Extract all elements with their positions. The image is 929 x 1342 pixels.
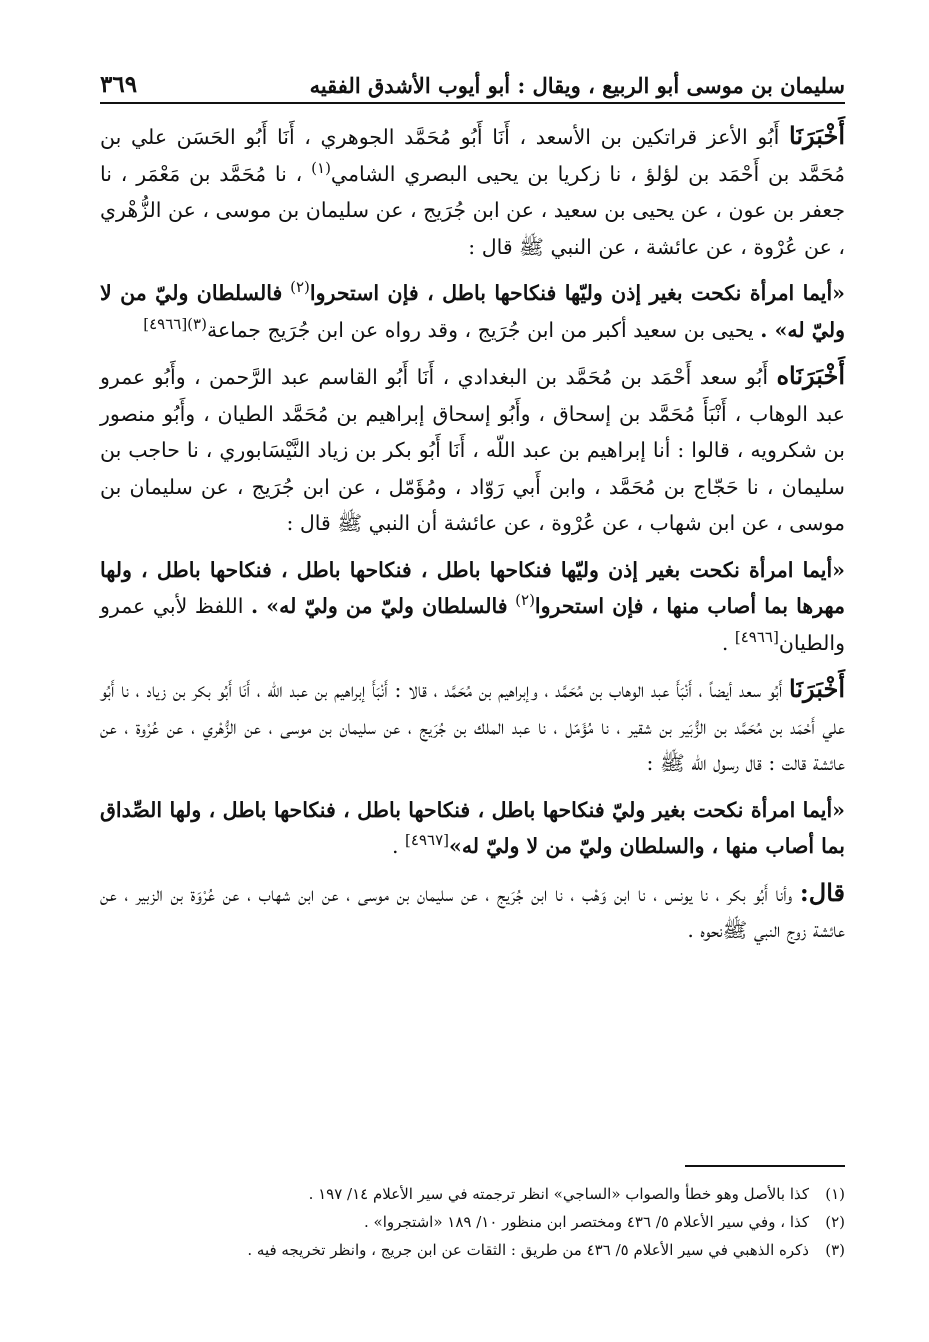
paragraph-text: وأنا أَبُو بكر ، نا يونس ، نا ابن وَهْب ، نا ابن جُرَيج ، عن سليمان بن موسى ، عن ابن شهاب ، عن عُرْوَة بن الزبير ، عن عائشة زوج النبي ﷺنحوه . <box>100 881 845 942</box>
footnote <box>100 1180 845 1208</box>
paragraph-text: ، نا مُحَمَّد بن مَعْمَر ، نا جعفر بن عون ، عن يحيى بن سعيد ، عن ابن جُرَيج ، عن سليمان بن موسى ، عن الزُّهْري ، عن عُرْوة ، عن عائشة ، عن النبي ﷺ قال : <box>100 161 845 259</box>
hadith-quote: فالسلطان وليّ من وليّ له» . <box>251 594 508 618</box>
footnote-text: كذا بالأصل وهو خطأ والصواب «الساجي» انظر ترجمته في سير الأعلام ١٤/ ١٩٧ . <box>308 1185 809 1203</box>
isnad-paragraph <box>100 358 845 542</box>
footnote-number: (٣) <box>825 1241 845 1259</box>
footnote-ref: (٢) <box>515 591 535 610</box>
hadith-paragraph <box>100 792 845 865</box>
hadith-quote: «أيما امرأة نكحت بغير وليّ فنكاحها باطل ، فنكاحها باطل ، فنكاحها باطل ، ولها الصِّداق بما أصاب منها ، والسلطان وليّ من لا وليّ له» <box>100 797 845 858</box>
footnote-number: (٢) <box>825 1213 845 1231</box>
isnad-paragraph <box>100 671 845 782</box>
page-body <box>100 118 845 959</box>
paragraph-lead-word: أَخْبَرَنَا <box>789 121 845 150</box>
paragraph-text: أَبُو سعد أيضاً ، أَنْبَأَ عبد الوهاب بن مُحَمَّد ، وإبراهيم بن مُحَمَّد ، قالا : أَنْبَأَ إبراهيم بن عبد اللّه ، أَنَا أَبُو بكر بن زياد ، نا أَبُو علي أَحْمَد بن مُحَمَّد بن الزُّبَير بن شقير ، نا مُؤَمّل ، نا عبد الملك بن جُرَيج ، عن سليمان بن موسى ، عن الزُّهْري ، عن عُرْوة ، عن عائشة قالت : قال رسول الله ﷺ : <box>100 678 845 775</box>
page-number: ٣٦٩ <box>100 71 138 98</box>
footnote-ref: [٤٩٦٧] <box>405 831 449 850</box>
footnote-divider <box>685 1165 845 1167</box>
running-title: سليمان بن موسى أبو الربيع ، ويقال : أبو أيوب الأشدق الفقيه <box>309 73 845 98</box>
isnad-paragraph <box>100 118 845 265</box>
paragraph-text: اللفظ لأبي عمرو والطيان <box>100 594 845 655</box>
paragraph-lead-word: أَخْبَرَنَاه <box>776 361 845 390</box>
hadith-quote: فالسلطان وليّ من لا وليّ له» . <box>100 281 845 342</box>
page-header <box>100 58 845 104</box>
footnote-text: ذكره الذهبي في سير الأعلام ٥/ ٤٣٦ من طريق : الثقات عن ابن جريج ، وانظر تخريجه فيه . <box>247 1241 809 1259</box>
isnad-paragraph <box>100 875 845 949</box>
footnote <box>100 1236 845 1264</box>
footnote-text: كذا ، وفي سير الأعلام ٥/ ٤٣٦ ومختصر ابن منظور ١٠/ ١٨٩ «اشتجروا» . <box>363 1213 809 1231</box>
hadith-quote: «أيما امرأة نكحت بغير إذن وليّها فنكاحها باطل ، فإن استحروا <box>309 281 845 305</box>
footnote-number: (١) <box>825 1185 845 1203</box>
paragraph-text: أَبُو الأعز قراتكين بن الأسعد ، أَنَا أَبُو مُحَمَّد الجوهري ، أَنَا أَبُو الحَسَن علي بن مُحَمَّد بن أَحْمَد بن لؤلؤ ، نا زكريا بن يحيى البصري الشامي <box>100 125 845 186</box>
paragraph-lead-word: أَخْبَرَنَا <box>789 674 845 703</box>
footnote <box>100 1208 845 1236</box>
footnote-ref: (٣)[٤٩٦٦] <box>143 314 207 333</box>
hadith-paragraph <box>100 552 845 662</box>
paragraph-text: أَبُو سعد أَحْمَد بن مُحَمَّد بن البغدادي ، أَنَا أَبُو القاسم عبد الرَّحمن ، وأَبُو عمرو عبد الوهاب ، أَنْبَأَ مُحَمَّد بن إسحاق ، وأَبُو إسحاق إبراهيم بن مُحَمَّد الطيان ، وأَبُو منصور بن شكرويه ، قالوا : أنا إبراهيم بن عبد اللّه ، أَنَا أَبُو بكر بن زياد النَّيْسَابوري ، نا حاجب بن سليمان ، نا حَجّاج بن مُحَمَّد ، وابن أَبي رَوّاد ، ومُؤَمّل ، عن ابن جُرَيج ، عن سليمان بن موسى ، عن ابن شهاب ، عن عُرْوة ، عن عائشة أن النبي ﷺ قال : <box>100 365 845 535</box>
footnotes <box>100 1180 845 1264</box>
footnote-ref: (٢) <box>290 278 310 297</box>
sentence-end: . <box>721 630 729 655</box>
paragraph-lead-word: قال: <box>799 877 845 907</box>
hadith-paragraph <box>100 275 845 348</box>
sentence-end: . <box>391 834 399 858</box>
hadith-quote: «أيما امرأة نكحت بغير إذن وليّها فنكاحها باطل ، فنكاحها باطل ، فنكاحها باطل ، ولها مهرها بما أصاب منها ، فإن استحروا <box>100 557 845 618</box>
footnote-ref: (١) <box>311 158 331 177</box>
footnote-ref: [٤٩٦٦] <box>734 627 779 646</box>
paragraph-text: يحيى بن سعيد أكبر من ابن جُرَيج ، وقد رواه عن ابن جُرَيج جماعة <box>206 317 754 342</box>
